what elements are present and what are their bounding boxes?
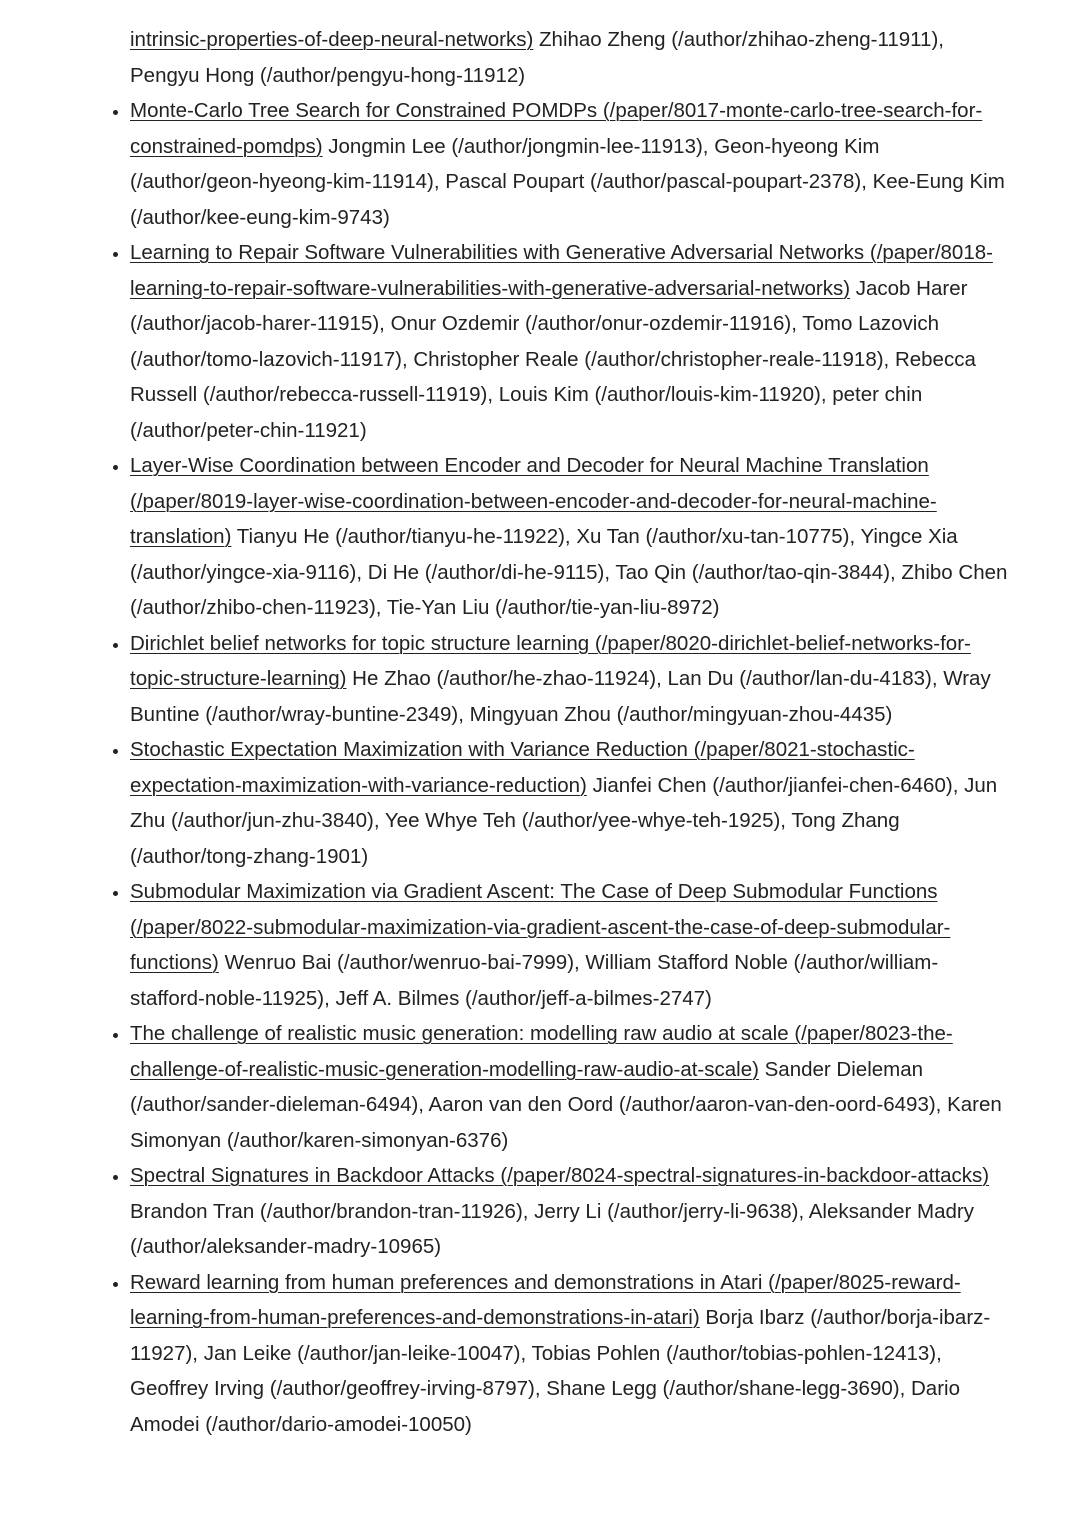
paper-authors: Jacob Harer (/author/jacob-harer-11915), Onur Ozdemir (/author/onur-ozdemir-11916), Tomo Lazovich (/author/tomo-lazovich-11917), Christopher Reale (/author/christopher-reale-11918), Rebecca Russell (/author/rebecca-russell-11919), Louis Kim (/author/louis-kim-11920), peter chin (/author/peter-chin-11921) [130,276,976,442]
paper-link[interactable]: Layer-Wise Coordination between Encoder and Decoder for Neural Machine Translation (/paper/8019-layer-wise-coordination-between-encoder-and-decoder-for-neural-machine-translation) [130,454,937,548]
list-item-continuation [130,22,1010,93]
list-item [130,1158,1010,1265]
paper-authors: Borja Ibarz (/author/borja-ibarz-11927), Jan Leike (/author/jan-leike-10047), Tobias Pohlen (/author/tobias-pohlen-12413), Geoffrey Irving (/author/geoffrey-irving-8797), Shane Legg (/author/shane-legg-3690), Dario Amodei (/author/dario-amodei-10050) [130,1306,991,1436]
paper-authors: Brandon Tran (/author/brandon-tran-11926), Jerry Li (/author/jerry-li-9638), Aleksander Madry (/author/aleksander-madry-10965) [130,1199,974,1258]
paper-authors: Tianyu He (/author/tianyu-he-11922), Xu Tan (/author/xu-tan-10775), Yingce Xia (/author/yingce-xia-9116), Di He (/author/di-he-9115), Tao Qin (/author/tao-qin-3844), Zhibo Chen (/author/zhibo-chen-11923), Tie-Yan Liu (/author/tie-yan-liu-8972) [130,525,1008,619]
list-item [130,448,1010,626]
paper-list [0,93,1010,1442]
paper-list-page [0,22,1080,1442]
list-item [130,1016,1010,1158]
list-item [130,874,1010,1016]
list-item [130,93,1010,235]
list-item [130,235,1010,448]
paper-link[interactable]: The challenge of realistic music generation: modelling raw audio at scale (/paper/8023-the-challenge-of-realistic-music-generation-modelling-raw-audio-at-scale) [130,1022,953,1081]
paper-link[interactable]: Stochastic Expectation Maximization with Variance Reduction (/paper/8021-stochastic-expectation-maximization-with-variance-reduction) [130,738,915,797]
list-item [130,732,1010,874]
list-item [130,626,1010,733]
paper-link[interactable]: Dirichlet belief networks for topic structure learning (/paper/8020-dirichlet-belief-networks-for-topic-structure-learning) [130,631,971,690]
paper-link[interactable]: Reward learning from human preferences and demonstrations in Atari (/paper/8025-reward-learning-from-human-preferences-and-demonstrations-in-atari) [130,1270,961,1329]
paper-authors: Jongmin Lee (/author/jongmin-lee-11913), Geon-hyeong Kim (/author/geon-hyeong-kim-11914), Pascal Poupart (/author/pascal-poupart-2378), Kee-Eung Kim (/author/kee-eung-kim-9743) [130,134,1005,229]
paper-authors: Sander Dieleman (/author/sander-dieleman-6494), Aaron van den Oord (/author/aaron-van-den-oord-6493), Karen Simonyan (/author/karen-simonyan-6376) [130,1057,1002,1152]
list-item [130,1265,1010,1443]
paper-authors: He Zhao (/author/he-zhao-11924), Lan Du (/author/lan-du-4183), Wray Buntine (/author/wray-buntine-2349), Mingyuan Zhou (/author/mingyuan-zhou-4435) [130,667,991,726]
paper-link[interactable]: Spectral Signatures in Backdoor Attacks (/paper/8024-spectral-signatures-in-backdoor-attacks) [130,1164,990,1187]
paper-authors-continuation: Zhihao Zheng (/author/zhihao-zheng-11911), Pengyu Hong (/author/pengyu-hong-11912) [130,28,944,87]
paper-link[interactable]: Submodular Maximization via Gradient Ascent: The Case of Deep Submodular Functions (/paper/8022-submodular-maximization-via-gradient-ascent-the-case-of-deep-submodular-functions) [130,880,951,974]
paper-authors: Wenruo Bai (/author/wenruo-bai-7999), William Stafford Noble (/author/william-stafford-noble-11925), Jeff A. Bilmes (/author/jeff-a-bilmes-2747) [130,951,939,1010]
paper-authors: Jianfei Chen (/author/jianfei-chen-6460), Jun Zhu (/author/jun-zhu-3840), Yee Whye Teh (/author/yee-whye-teh-1925), Tong Zhang (/author/tong-zhang-1901) [130,773,998,868]
paper-link[interactable]: Monte-Carlo Tree Search for Constrained POMDPs (/paper/8017-monte-carlo-tree-search-for-constrained-pomdps) [130,99,983,158]
paper-link[interactable]: Learning to Repair Software Vulnerabilities with Generative Adversarial Networks (/paper/8018-learning-to-repair-software-vulnerabilities-with-generative-adversarial-networks) [130,241,993,300]
paper-link-continuation[interactable]: intrinsic-properties-of-deep-neural-networks) [130,28,534,51]
